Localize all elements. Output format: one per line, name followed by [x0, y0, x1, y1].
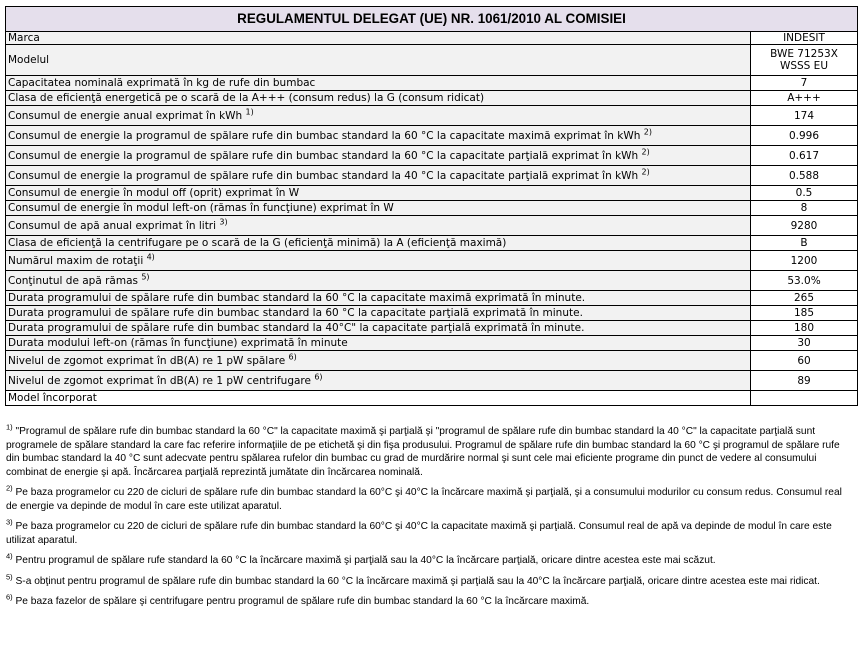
- footnotes: [6, 422, 848, 616]
- footnote-ref: 5): [141, 272, 150, 281]
- row-value: 89: [751, 371, 858, 391]
- footnote: [6, 551, 848, 568]
- footnote: [6, 592, 848, 609]
- row-label: [6, 291, 751, 306]
- table-row: [6, 391, 858, 406]
- row-label-text: Consumul de energie în modul off (oprit) exprimat în W: [8, 187, 300, 199]
- footnote-text: S-a obţinut pentru programul de spălare rufe din bumbac standard la 60 °C la încărcare maximă şi parţială sau la 40°C la încărcare parţială, oricare dintre acestea este mai ridicat.: [15, 575, 820, 587]
- footnote-mark: 1): [6, 422, 13, 432]
- row-value: 0.996: [751, 126, 858, 146]
- row-label-text: Consumul de energie la programul de spălare rufe din bumbac standard la 60 °C la capacitate parţială exprimat în kWh: [8, 149, 639, 162]
- table-row: [6, 146, 858, 166]
- row-label-text: Durata programului de spălare rufe din bumbac standard la 60 °C la capacitate maximă exprimată în minute.: [8, 292, 586, 304]
- footnote-ref: 6): [314, 372, 323, 381]
- row-label: [6, 216, 751, 236]
- row-label-text: Marca: [8, 32, 40, 44]
- row-value: 0.5: [751, 186, 858, 201]
- row-label-text: Clasa de eficienţă energetică pe o scară de la A+++ (consum redus) la G (consum ridicat): [8, 92, 485, 104]
- row-label: [6, 251, 751, 271]
- row-value: A+++: [751, 91, 858, 106]
- footnote: [6, 517, 848, 547]
- table-row: [6, 216, 858, 236]
- table-row: [6, 32, 858, 45]
- table-row: [6, 321, 858, 336]
- row-value: 1200: [751, 251, 858, 271]
- row-label-text: Clasa de eficienţă la centrifugare pe o scară de la G (eficienţă minimă) la A (eficienţă maximă): [8, 237, 507, 249]
- footnote: [6, 572, 848, 589]
- spec-sheet: [5, 6, 857, 406]
- row-value: INDESIT: [751, 32, 858, 45]
- footnote-ref: 3): [219, 217, 228, 226]
- row-label-text: Consumul de energie la programul de spălare rufe din bumbac standard la 60 °C la capacitate maximă exprimat în kWh: [8, 129, 641, 142]
- footnote-ref: 6): [288, 352, 297, 361]
- row-label: [6, 271, 751, 291]
- footnote-ref: 1): [245, 107, 254, 116]
- footnote-ref: 2): [643, 127, 652, 136]
- row-value: 9280: [751, 216, 858, 236]
- spec-table: [5, 6, 858, 406]
- row-value: 185: [751, 306, 858, 321]
- row-value: 265: [751, 291, 858, 306]
- footnote-mark: 5): [6, 572, 13, 582]
- row-label-text: Durata modului left-on (rămas în funcţiune) exprimată în minute: [8, 337, 348, 349]
- row-value: BWE 71253X WSSS EU: [751, 45, 858, 76]
- row-value: 174: [751, 106, 858, 126]
- row-label: [6, 166, 751, 186]
- footnote-text: Pe baza programelor cu 220 de cicluri de spălare rufe din bumbac standard la 60°C şi 40°C la capacitate maximă şi parţială. Consumul real de apă va depinde de modul în care este utilizat aparatul.: [6, 521, 832, 546]
- footnote-ref: 4): [146, 252, 155, 261]
- table-row: [6, 291, 858, 306]
- row-label-text: Consumul de energie anual exprimat în kWh: [8, 109, 243, 122]
- row-label-text: Nivelul de zgomot exprimat în dB(A) re 1 pW centrifugare: [8, 374, 311, 387]
- footnote-ref: 2): [641, 167, 650, 176]
- table-row: [6, 236, 858, 251]
- row-label: [6, 201, 751, 216]
- row-value: 7: [751, 76, 858, 91]
- table-row: [6, 251, 858, 271]
- table-row: [6, 336, 858, 351]
- row-label: [6, 186, 751, 201]
- footnote-text: "Programul de spălare rufe din bumbac standard la 60 °C" la capacitate maximă şi parţială şi "programul de spălare rufe din bumbac standard la 40 °C" la capacitate parţială sunt programele de spălare standard la care fac referire informaţiile de pe etichetă şi din fişa produsului. Programul de spălare rufe din bumbac standard la 60 °C şi programul de spălare rufe din bumbac standard la 40 °C sunt adecvate pentru spălarea rufelor din bumbac cu grad de murdărire normal şi sunt cele mai eficiente programe din punct de vedere al consumului combinat de energie şi apă. Încărcarea parţială reprezintă jumătate din încărcarea nominală.: [6, 426, 840, 478]
- footnote-text: Pe baza fazelor de spălare şi centrifugare pentru programul de spălare rufe din bumbac standard la 60 °C la încărcare maximă.: [15, 596, 590, 607]
- row-value: 30: [751, 336, 858, 351]
- row-value: 0.588: [751, 166, 858, 186]
- row-label-text: Capacitatea nominală exprimată în kg de rufe din bumbac: [8, 77, 316, 89]
- footnote-text: Pentru programul de spălare rufe standard la 60 °C la încărcare maximă şi parţială sau la 40°C la încărcare parţială, oricare dintre acestea este mai scăzut.: [15, 555, 716, 566]
- table-title: REGULAMENTUL DELEGAT (UE) NR. 1061/2010 AL COMISIEI: [6, 7, 858, 32]
- table-row: [6, 76, 858, 91]
- row-label: [6, 321, 751, 336]
- row-label-text: Consumul de energie la programul de spălare rufe din bumbac standard la 40 °C la capacitate parţială exprimat în kWh: [8, 169, 639, 182]
- footnote-text: Pe baza programelor cu 220 de cicluri de spălare rufe din bumbac standard la 60°C şi 40°C la încărcare maximă şi parţială, şi a consumului modurilor cu consum redus. Consumul real de energie va depinde de modul în care este utilizat aparatul.: [6, 487, 842, 512]
- table-row: [6, 351, 858, 371]
- row-label-text: Numărul maxim de rotaţii: [8, 254, 144, 267]
- table-row: [6, 45, 858, 76]
- row-label-text: Conţinutul de apă rămas: [8, 274, 138, 287]
- row-label: [6, 236, 751, 251]
- row-label-text: Consumul de energie în modul left-on (rămas în funcţiune) exprimat în W: [8, 202, 394, 214]
- row-value: [751, 391, 858, 406]
- footnote-mark: 2): [6, 483, 13, 493]
- row-label-text: Nivelul de zgomot exprimat în dB(A) re 1 pW spălare: [8, 354, 286, 367]
- row-label: [6, 32, 751, 45]
- row-label-text: Durata programului de spălare rufe din bumbac standard la 40°C" la capacitate parţială exprimată în minute.: [8, 322, 585, 334]
- row-value: 8: [751, 201, 858, 216]
- table-row: [6, 186, 858, 201]
- footnote: [6, 422, 848, 479]
- table-row: [6, 271, 858, 291]
- footnote: [6, 483, 848, 513]
- footnote-mark: 4): [6, 551, 13, 561]
- footnote-mark: 6): [6, 592, 13, 602]
- table-row: [6, 306, 858, 321]
- row-label: [6, 91, 751, 106]
- row-label: [6, 371, 751, 391]
- footnote-ref: 2): [641, 147, 650, 156]
- row-label: [6, 351, 751, 371]
- row-label-text: Model încorporat: [8, 392, 97, 404]
- row-label: [6, 126, 751, 146]
- row-label: [6, 106, 751, 126]
- row-label-text: Modelul: [8, 54, 50, 66]
- footnote-mark: 3): [6, 517, 13, 527]
- row-label-text: Durata programului de spălare rufe din bumbac standard la 60 °C la capacitate parţială exprimată în minute.: [8, 307, 583, 319]
- table-row: [6, 126, 858, 146]
- table-title-row: [6, 7, 858, 32]
- table-row: [6, 91, 858, 106]
- row-label: [6, 146, 751, 166]
- row-label: [6, 76, 751, 91]
- row-value: B: [751, 236, 858, 251]
- row-value: 60: [751, 351, 858, 371]
- row-label: [6, 45, 751, 76]
- table-row: [6, 106, 858, 126]
- row-value: 180: [751, 321, 858, 336]
- row-label-text: Consumul de apă anual exprimat în litri: [8, 219, 217, 232]
- row-value: 0.617: [751, 146, 858, 166]
- row-value: 53.0%: [751, 271, 858, 291]
- table-row: [6, 201, 858, 216]
- table-row: [6, 166, 858, 186]
- row-label: [6, 391, 751, 406]
- table-row: [6, 371, 858, 391]
- row-label: [6, 306, 751, 321]
- row-label: [6, 336, 751, 351]
